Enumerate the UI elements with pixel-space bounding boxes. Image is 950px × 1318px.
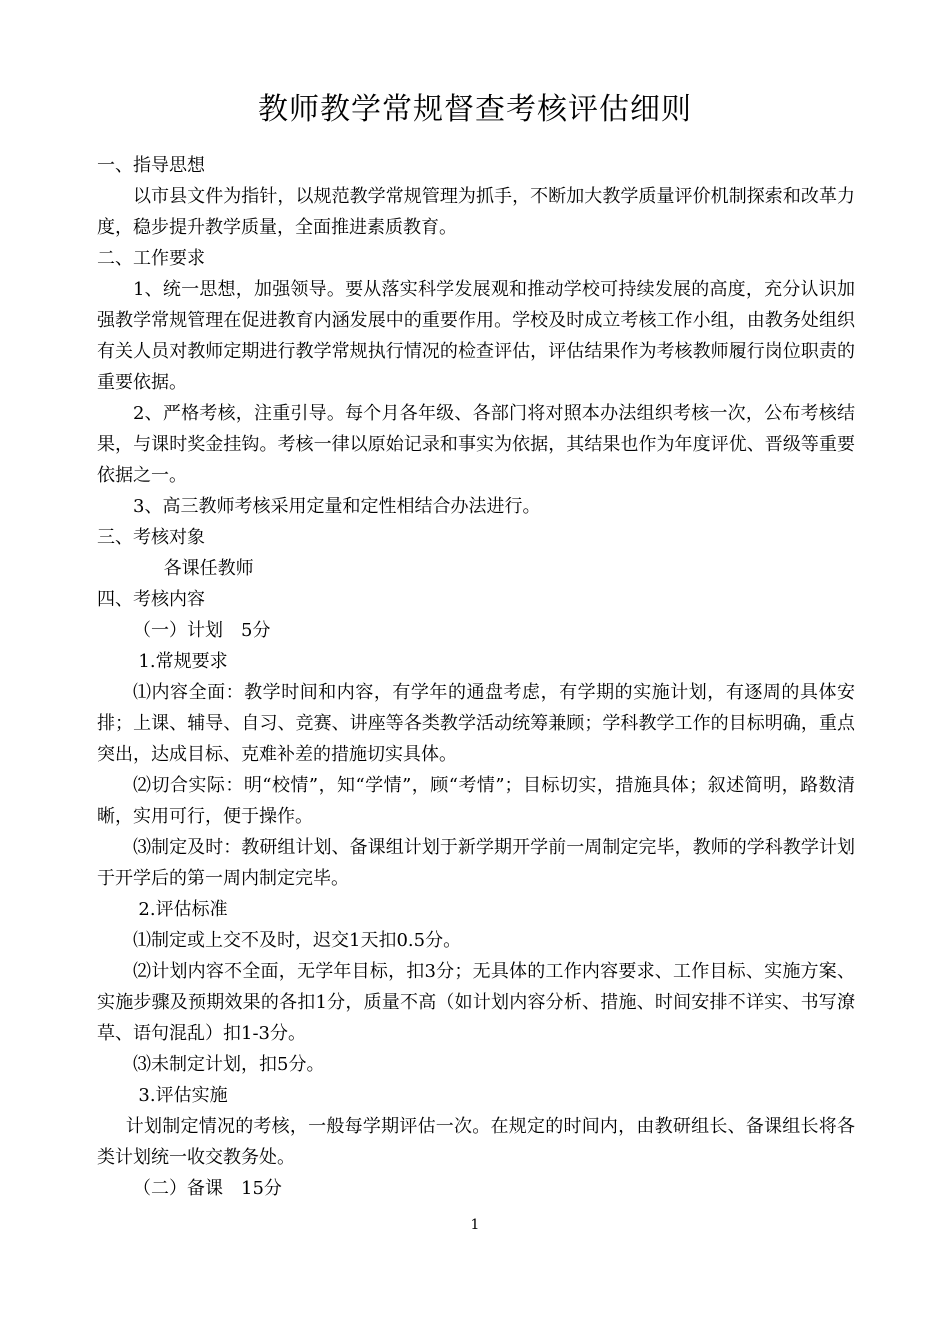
paragraph: 1、统一思想，加强领导。要从落实科学发展观和推动学校可持续发展的高度，充分认识加强教学常规管理在促进教育内涵发展中的重要作用。学校及时成立考核工作小组，由教务处组织有关人员对教师定期进行教学常规执行情况的检查评估，评估结果作为考核教师履行岗位职责的重要依据。 xyxy=(97,279,855,393)
sub-heading-implementation: 3.评估实施 xyxy=(138,1085,228,1106)
list-item: ⑴制定或上交不及时，迟交1天扣0.5分。 xyxy=(133,930,462,951)
paragraph: 计划制定情况的考核，一般每学期评估一次。在规定的时间内，由教研组长、备课组长将各类计划统一收交教务处。 xyxy=(97,1116,855,1168)
section-heading-guiding-ideas: 一、指导思想 xyxy=(97,155,205,176)
subsection-heading-plan: （一）计划 5分 xyxy=(133,620,271,641)
paragraph: 3、高三教师考核采用定量和定性相结合办法进行。 xyxy=(133,496,541,517)
subsection-heading-lesson-prep: （二）备课 15分 xyxy=(133,1178,282,1199)
document-title: 教师教学常规督查考核评估细则 xyxy=(258,92,692,127)
paragraph: 2、严格考核，注重引导。每个月各年级、各部门将对照本办法组织考核一次，公布考核结果，与课时奖金挂钩。考核一律以原始记录和事实为依据，其结果也作为年度评优、晋级等重要依据之一。 xyxy=(97,403,855,486)
list-item: ⑵切合实际：明“校情”，知“学情”，顾“考情”；目标切实，措施具体；叙述简明，路数清晰，实用可行，便于操作。 xyxy=(97,775,855,827)
list-item: ⑶制定及时：教研组计划、备课组计划于新学期开学前一周制定完毕，教师的学科教学计划于开学后的第一周内制定完毕。 xyxy=(97,837,855,889)
paragraph: 各课任教师 xyxy=(163,558,254,579)
document-body xyxy=(97,150,855,1204)
section-heading-work-requirements: 二、工作要求 xyxy=(97,248,205,269)
list-item: ⑴内容全面：教学时间和内容，有学年的通盘考虑，有学期的实施计划，有逐周的具体安排；上课、辅导、自习、竞赛、讲座等各类教学活动统筹兼顾；学科教学工作的目标明确，重点突出，达成目标、克难补差的措施切实具体。 xyxy=(97,682,855,765)
sub-heading-requirements: 1.常规要求 xyxy=(138,651,228,672)
sub-heading-standards: 2.评估标准 xyxy=(138,899,228,920)
section-heading-assessment-content: 四、考核内容 xyxy=(97,589,205,610)
list-item: ⑵计划内容不全面，无学年目标，扣3分；无具体的工作内容要求、工作目标、实施方案、实施步骤及预期效果的各扣1分，质量不高（如计划内容分析、措施、时间安排不详实、书写潦草、语句混乱）扣1-3分。 xyxy=(97,961,855,1044)
page-number: 1 xyxy=(470,1217,480,1233)
list-item: ⑶未制定计划，扣5分。 xyxy=(133,1054,325,1075)
paragraph: 以市县文件为指针，以规范教学常规管理为抓手，不断加大教学质量评价机制探索和改革力度，稳步提升教学质量，全面推进素质教育。 xyxy=(97,186,855,238)
section-heading-assessment-target: 三、考核对象 xyxy=(97,527,205,548)
